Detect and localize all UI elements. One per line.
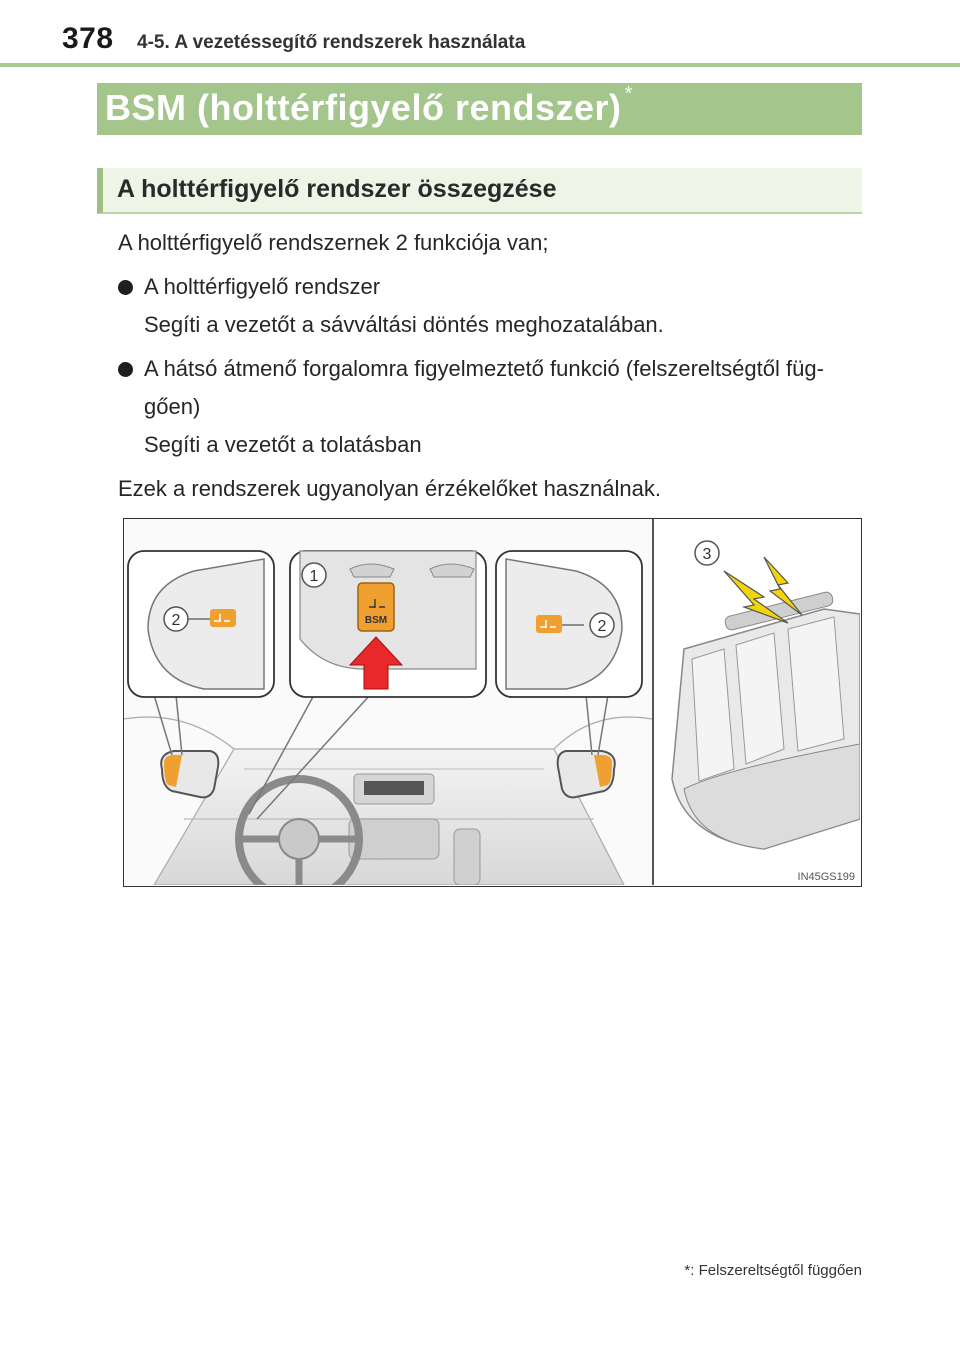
equipment-marker: * — [624, 83, 633, 105]
svg-text:2: 2 — [171, 612, 181, 629]
header-rule — [0, 63, 960, 67]
closing-paragraph: Ezek a rendszerek ugyanolyan érzékelőket használnak. — [118, 476, 661, 501]
subsection-bar — [97, 168, 862, 214]
rear-seat-illustration — [672, 591, 860, 849]
body-text — [118, 224, 863, 508]
callout-1 — [302, 563, 326, 587]
callout-3 — [695, 541, 719, 565]
svg-text:1: 1 — [309, 568, 319, 585]
subsection-title: A holttérfigyelő rendszer összegzése — [117, 175, 557, 203]
right-mirror-inset — [496, 551, 642, 697]
callout-2-right — [590, 613, 614, 637]
bullet-description: Segíti a vezetőt a sávváltási döntés meghozatalában. — [144, 312, 664, 337]
bullet-dot-icon — [118, 280, 133, 295]
left-mirror-inset — [128, 551, 274, 697]
callout-2-left — [164, 607, 188, 631]
bullet-item — [118, 268, 863, 344]
illustration-drawing — [124, 519, 860, 885]
bullet-title: A hátsó átmenő forgalomra figyelmeztető funkció (felszereltségtől füg-gően) — [144, 356, 824, 419]
intro-paragraph: A holttérfigyelő rendszernek 2 funkciója van; — [118, 230, 549, 255]
section-title: BSM (holttérfigyelő rendszer) * — [105, 83, 633, 128]
left-side-mirror-icon — [161, 751, 218, 797]
figure-code: IN45GS199 — [797, 871, 855, 883]
svg-text:3: 3 — [702, 546, 712, 563]
section-bar — [97, 83, 862, 135]
footnote: *: Felszereltségtől függően — [684, 1262, 862, 1279]
bullet-dot-icon — [118, 362, 133, 377]
right-side-mirror-icon — [558, 751, 615, 797]
running-header: 4-5. A vezetéssegítő rendszerek használata — [137, 32, 526, 53]
svg-text:2: 2 — [597, 618, 607, 635]
bsm-switch-label: BSM — [364, 615, 388, 626]
bullet-description: Segíti a vezetőt a tolatásban — [144, 432, 422, 457]
page-number: 378 — [62, 22, 114, 55]
illustration — [123, 518, 862, 887]
bullet-item — [118, 350, 863, 464]
bullet-title: A holttérfigyelő rendszer — [144, 274, 381, 299]
